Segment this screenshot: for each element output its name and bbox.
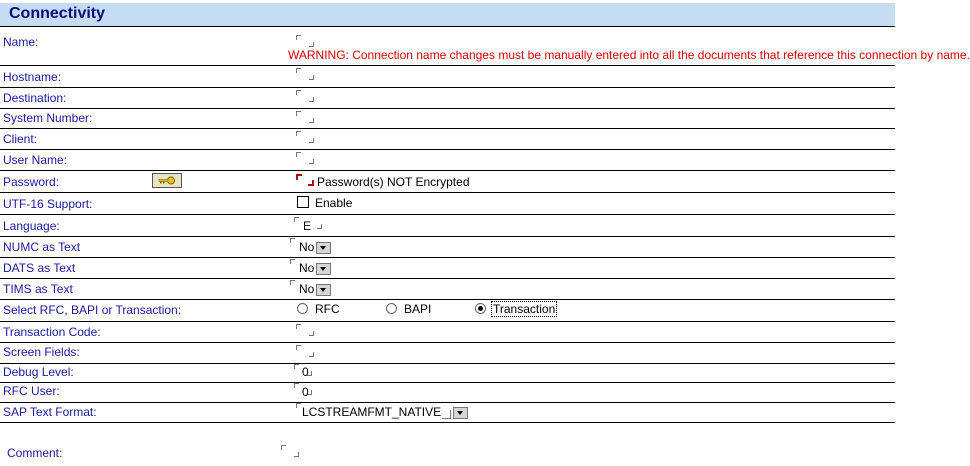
row-sap-text-format [0,403,895,423]
system-number-label: System Number: [3,111,93,125]
password-label: Password: [3,175,60,189]
password-field[interactable] [296,174,314,186]
utf16-label: UTF-16 Support: [3,197,93,211]
row-screen-fields [0,343,895,364]
row-password [0,171,895,193]
chevron-down-icon[interactable] [316,242,331,254]
radio-rfc[interactable] [297,303,308,314]
radio-rfc-label: RFC [315,302,340,316]
language-value: E [303,219,312,233]
row-dats [0,258,895,279]
dats-label: DATS as Text [3,261,76,275]
key-icon [153,174,181,187]
row-utf16 [0,193,895,215]
row-destination [0,88,895,109]
transaction-code-label: Transaction Code: [3,325,101,339]
name-label: Name: [3,35,39,49]
comment-label: Comment: [7,446,63,460]
destination-label: Destination: [3,91,67,105]
tims-label: TIMS as Text [3,282,73,296]
chevron-down-icon[interactable] [316,263,331,275]
page-title: Connectivity [9,5,106,22]
rfc-user-value: 0 [302,385,309,399]
sap-text-format-value: LCSTREAMFMT_NATIVE [302,405,442,419]
language-label: Language: [3,219,60,233]
system-number-field[interactable] [296,111,314,123]
client-label: Client: [3,132,38,146]
numc-select[interactable] [299,240,331,254]
tims-select[interactable] [299,282,331,296]
name-field[interactable] [296,35,314,47]
hostname-field[interactable] [296,68,314,80]
user-name-label: User Name: [3,153,68,167]
select-type-label: Select RFC, BAPI or Transaction: [3,303,182,317]
row-user-name [0,150,895,171]
debug-level-value: 0 [302,365,309,379]
numc-label: NUMC as Text [3,240,81,254]
row-hostname [0,66,895,88]
row-language [0,215,895,237]
row-tims [0,279,895,300]
row-rfc-user [0,383,895,403]
dats-select[interactable] [299,261,331,275]
destination-field[interactable] [296,90,314,102]
sap-text-format-label: SAP Text Format: [3,405,97,419]
row-transaction-code [0,322,895,343]
transaction-code-field[interactable] [296,324,314,336]
row-client [0,129,895,150]
numc-value: No [299,240,315,254]
client-field[interactable] [296,131,314,143]
dats-value: No [299,261,315,275]
row-select-type [0,300,895,322]
debug-level-label: Debug Level: [3,365,74,379]
hostname-label: Hostname: [3,70,62,84]
radio-bapi-label: BAPI [404,302,432,316]
comment-field[interactable] [281,445,299,457]
utf16-enable-checkbox[interactable] [297,196,309,208]
radio-transaction[interactable] [475,303,486,314]
section-header [0,3,895,27]
sap-text-format-select[interactable] [302,405,468,419]
screen-fields-field[interactable] [296,345,314,357]
chevron-down-icon[interactable] [453,407,468,419]
set-password-button[interactable] [152,173,182,188]
radio-transaction-label: Transaction [493,302,556,316]
password-note: Password(s) NOT Encrypted [317,175,470,189]
screen-fields-label: Screen Fields: [3,345,80,359]
rfc-user-label: RFC User: [3,384,60,398]
utf16-enable-label: Enable [315,196,353,210]
name-warning: WARNING: Connection name changes must be manually entered into all the documents that reference this connection by name. [288,48,970,62]
radio-bapi[interactable] [386,303,397,314]
tims-value: No [299,282,315,296]
row-numc [0,237,895,258]
chevron-down-icon[interactable] [316,284,331,296]
row-system-number [0,109,895,129]
row-debug-level [0,364,895,383]
user-name-field[interactable] [296,152,314,164]
